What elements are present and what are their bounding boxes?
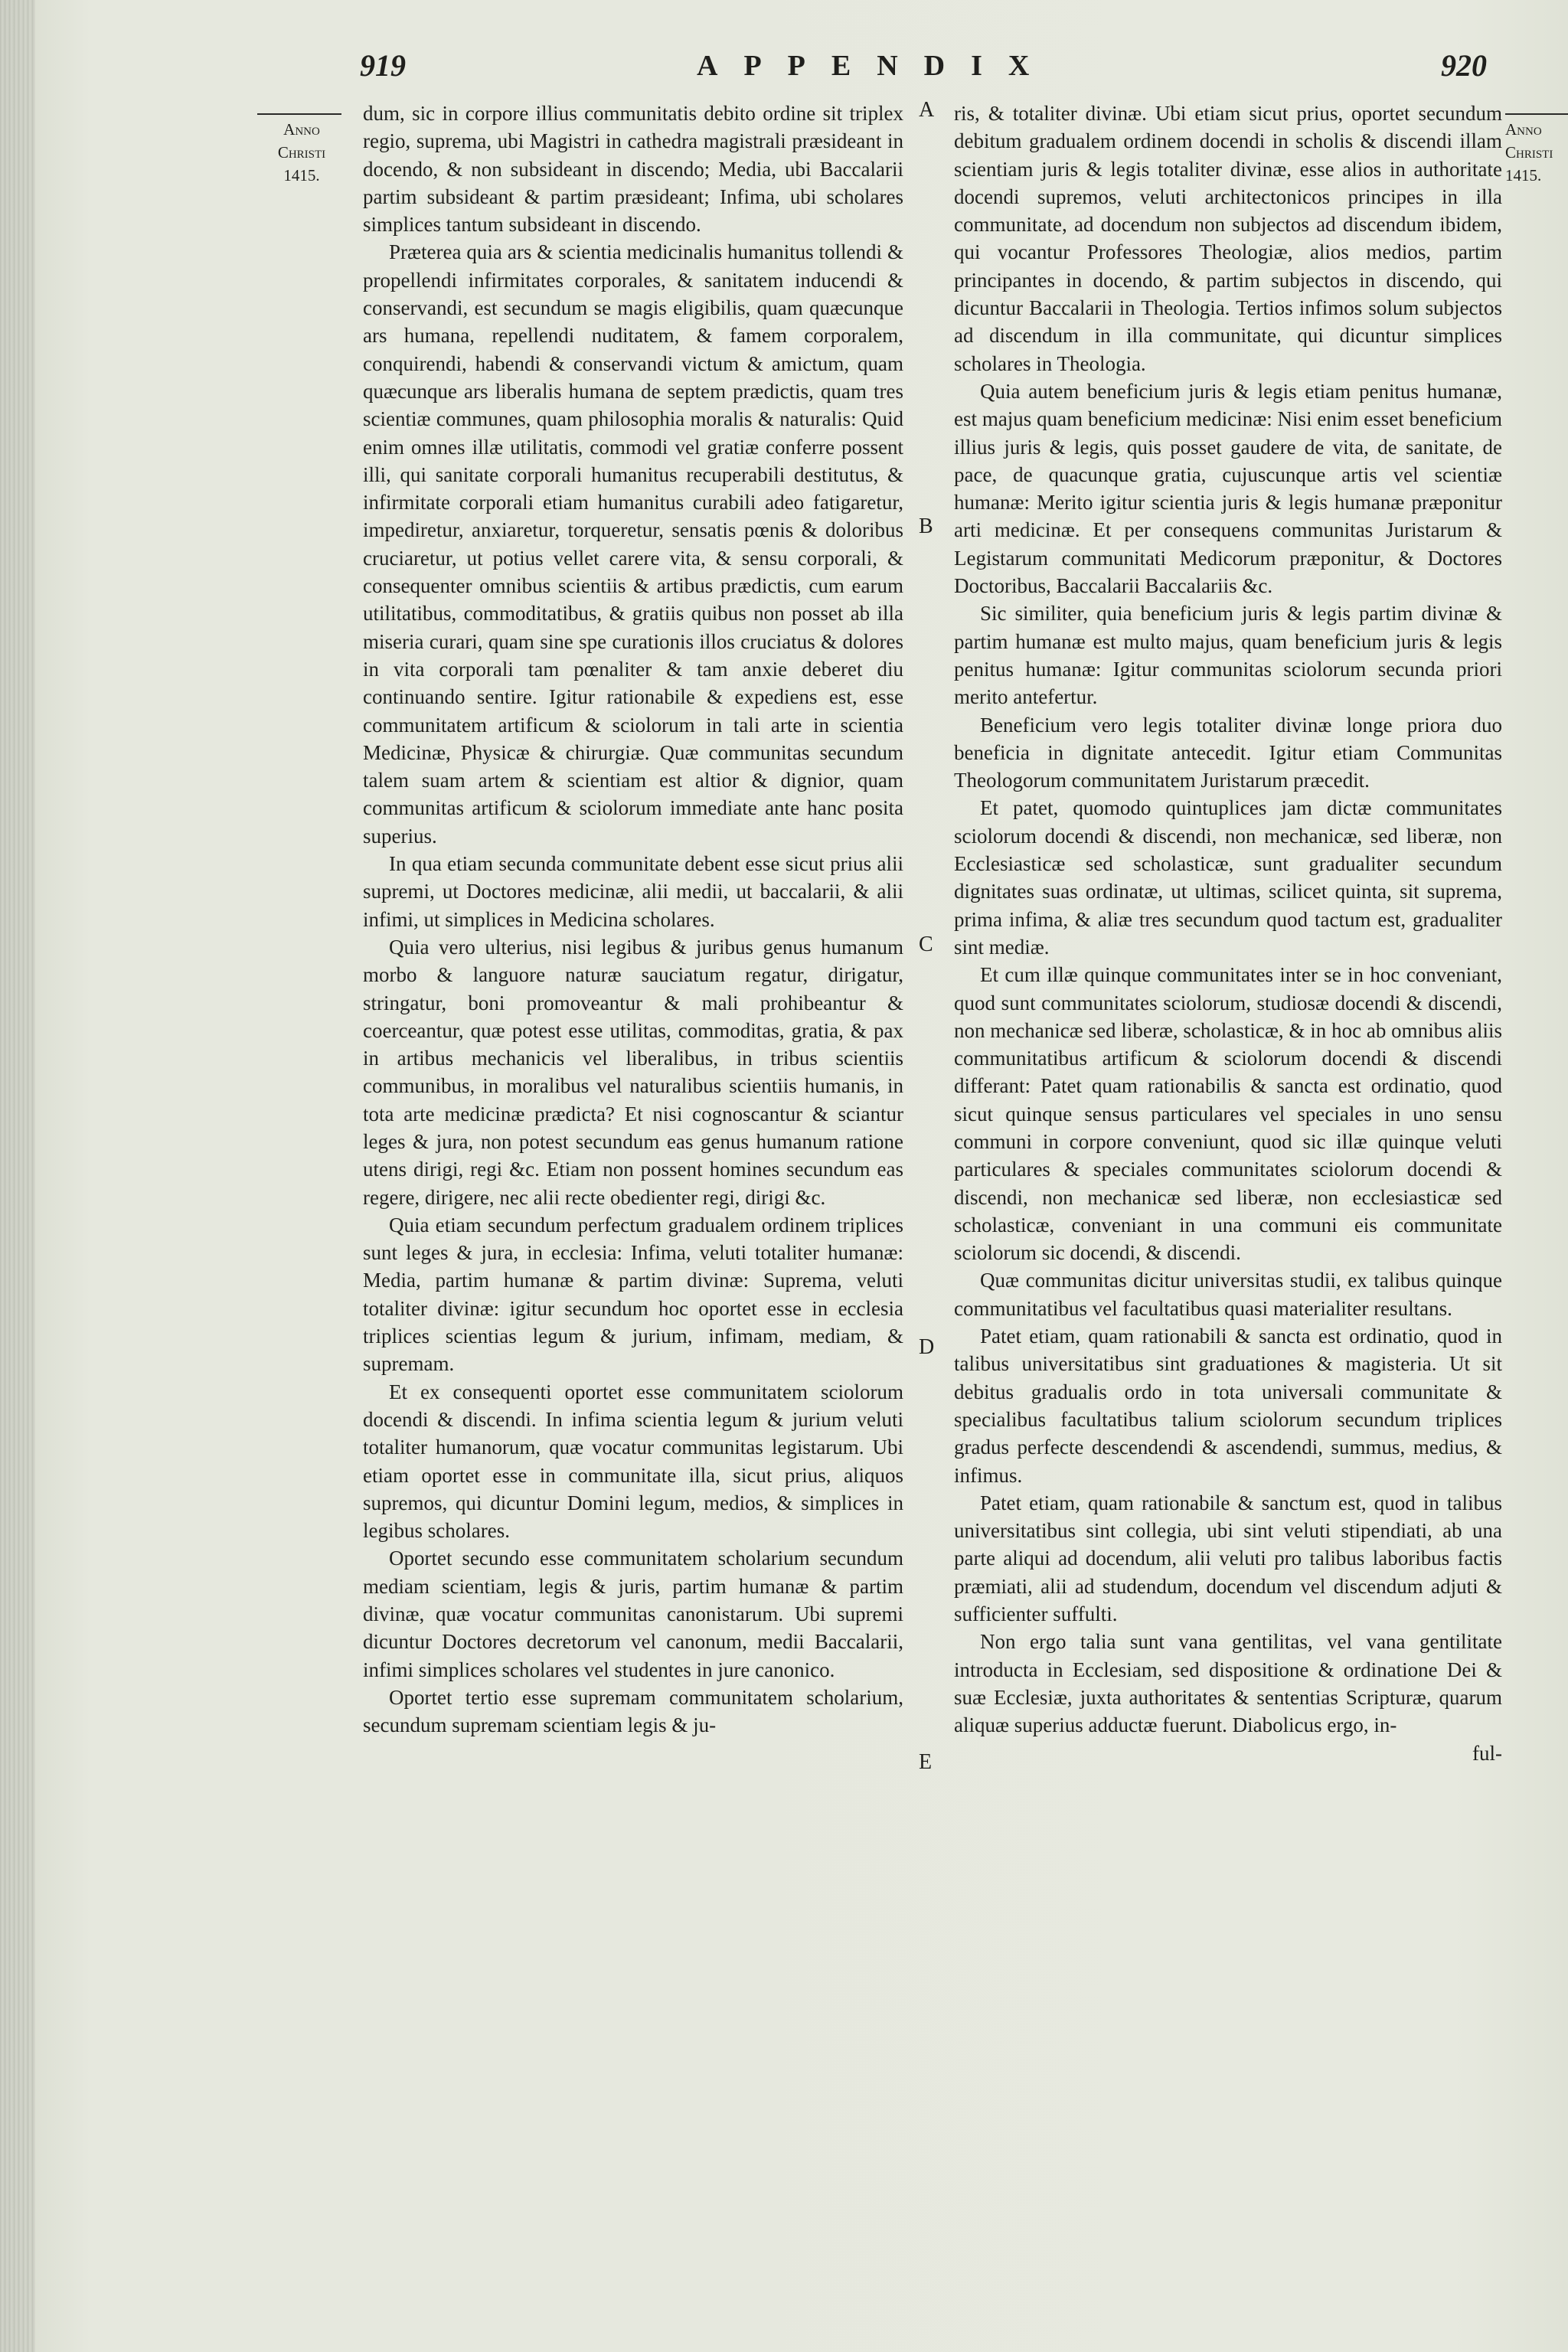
page-binding-edge xyxy=(0,0,35,2352)
section-letter-a: A xyxy=(919,98,935,122)
paragraph: Oportet tertio esse supremam communitatem scholarium, secundum supremam scientiam legis & ju- xyxy=(363,1685,903,1737)
margin-rule xyxy=(257,113,341,115)
margin-note-anno: Anno xyxy=(1505,120,1542,139)
paragraph: Oportet secundo esse communitatem scholarium secundum mediam scientiam, legis & juris, partim humanæ & partim divinæ, quæ vocatur communitas canonistarum. Ubi supremi dicuntur Doctores decretorum vel canonum, medii Baccalarii, infimi simplices scholares vel studentes in jure canonico. xyxy=(363,1547,903,1681)
margin-note-year: 1415. xyxy=(283,166,320,185)
margin-note-anno: Anno xyxy=(283,120,320,139)
page-number-right: 920 xyxy=(1441,48,1487,83)
paragraph: Patet etiam, quam rationabili & sancta est ordinatio, quod in talibus universitatibus sint graduationes & magisteria. Ut sit debitus gradualis ordo in tota universali communitate & specialibus facultatibus talium sciolorum secundum triplices gradus perfecte descendendi & ascendendi, summus, medius, & infimus. xyxy=(954,1325,1502,1487)
page-number-left: 919 xyxy=(360,48,406,83)
margin-note-christi: Christi xyxy=(1505,143,1553,162)
paragraph: Beneficium vero legis totaliter divinæ longe priora duo beneficia in dignitate antecedit. Igitur etiam Communitas Theologorum communitatem Juristarum præcedit. xyxy=(954,713,1502,792)
section-letter-b: B xyxy=(919,514,933,538)
margin-rule xyxy=(1505,113,1568,115)
paragraph: ris, & totaliter divinæ. Ubi etiam sicut prius, oportet secundum debitum gradualem ordinem docendi in scholis & discendi illam scientiam juris & legis totaliter divinæ, esse alios in authoritate docendi supremos, veluti architectonicos principes in illa communitate, ad docendum non subjectos ad discendum ibidem, qui vocantur Professores Theologiæ, alios medios, partim principantes in docendo, & partim subjectos in discendo, qui dicuntur Baccalarii in Theologia. Tertios infimos solum subjectos ad discendum in illa communitate, qui dicuntur simplices scholares in Theologia. xyxy=(954,102,1502,375)
paragraph: Quia vero ulterius, nisi legibus & juribus genus humanum morbo & languore naturæ sauciatum regatur, dirigatur, stringatur, boni promoveantur & mali prohibeantur & coerceantur, quæ potest esse utilitas, commoditas, gratia, & pax in artibus mechanicis vel liberalibus, in tribus scientiis communibus, in moralibus vel naturalibus scientiis humanis, in tota arte medicinæ prædicta? Et nisi cognoscantur & sciantur leges & jura, non potest secundum eas genus humanum ratione utens dirigi, regi &c. Etiam non possent homines secundum eas regere, dirigere, nec alii recte obedienter regi, dirigi &c. xyxy=(363,935,903,1209)
section-letter-d: D xyxy=(919,1335,935,1359)
paragraph: Et patet, quomodo quintuplices jam dictæ communitates sciolorum docendi & discendi, non mechanicæ, sed liberæ, non Ecclesiasticæ sed scholasticæ, sunt gradualiter secundum dignitates suas ordinatæ, ut ultimas, scilicet quinta, sit suprema, prima infima, & aliæ tres secundum quod tactum est, gradualiter sint mediæ. xyxy=(954,796,1502,959)
paragraph: Quia etiam secundum perfectum gradualem ordinem triplices sunt leges & jura, in ecclesia: Infima, veluti totaliter humanæ: Media, partim humanæ & partim divinæ: Suprema, veluti totaliter divinæ: igitur secundum hoc oportet esse in ecclesia triplices scientias legum & jurium, infimam, mediam, & supremam. xyxy=(363,1213,903,1376)
margin-note-christi: Christi xyxy=(277,143,326,162)
paragraph: In qua etiam secunda communitate debent esse sicut prius alii supremi, ut Doctores medicinæ, alii medii, ut baccalarii, & alii infimi, ut simplices in Medicina scholares. xyxy=(363,852,903,931)
margin-note-year-right xyxy=(1505,113,1568,187)
paragraph: Patet etiam, quam rationabile & sanctum est, quod in talibus universitatibus sint collegia, ubi sint veluti stipendiati, ab una parte aliqui ad docendum, alii veluti pro talibus laboribus factis præmiati, alii ad studendum, docendum vel discendum adjuti & sufficienter suffulti. xyxy=(954,1491,1502,1626)
section-letter-c: C xyxy=(919,933,933,956)
section-letter-e: E xyxy=(919,1750,933,1774)
running-title: APPENDIX xyxy=(697,50,1056,82)
paragraph: Quia autem beneficium juris & legis etiam penitus humanæ, est majus quam beneficium medicinæ: Nisi enim esset beneficium illius juris & legis, quis posset gaudere de vita, de sanitate, de pace, de quacunque gratia, cujuscunque artis vel scientiæ humanæ: Merito igitur scientia juris & legis humanæ præponitur arti medicinæ. Et per consequens communitas Juristarum & Legistarum communitati Medicorum præponitur, & Doctores Doctoribus, Baccalarii Baccalariis &c. xyxy=(954,379,1502,598)
paragraph: Præterea quia ars & scientia medicinalis humanitus tollendi & propellendi infirmitates corporales, & sanitatem inducendi & conservandi, est secundum se magis eligibilis, quam quæcunque ars humana, repellendi nuditatem, & famem corporalem, conquirendi, habendi & conservandi victum & amictum, quam quæcunque ars liberalis humana de septem prædictis, quam tres scientiæ communes, quam philosophia moralis & naturalis: Quid enim omnes illæ utilitatis, commodi vel gratiæ conferre possent illi, qui sanitate corporali humanitus recuperabili destitutus, & infirmitate corporali etiam humanitus curabili adeo fatigaretur, impediretur, anxiaretur, torqueretur, sensatis pœnis & doloribus cruciaretur, ut potius vellet carere vita, & sensu corporali, & consequenter omnibus scientiis & artibus prædictis, cum earum utilitatibus, commoditatibus, & gratiis quibus non posset ab illa miseria curari, quam sine spe curationis illos cruciatus & dolores in vita corporali tam pœnaliter & tam anxie deberet diu continuando sentire. Igitur rationabile & expediens est, esse communitatem artificum & sciolorum in tali arte in scientia Medicinæ, Physicæ & chirurgiæ. Quæ communitas secundum talem suam artem & scientiam est altior & dignior, quam communitas artificum & sciolorum immediate ante hanc posita superius. xyxy=(363,240,903,848)
text-column-right xyxy=(954,100,1502,1767)
paragraph: Quæ communitas dicitur universitas studii, ex talibus quinque communitatibus vel facultatibus quasi materialiter resultans. xyxy=(954,1269,1502,1320)
paragraph: Non ergo talia sunt vana gentilitas, vel vana gentilitate introducta in Ecclesiam, sed dispositione & ordinatione Dei & suæ Ecclesiæ, juxta authoritates & sententias Scripturæ, quarum aliquæ superius adductæ fuerunt. Diabolicus ergo, in- xyxy=(954,1630,1502,1737)
margin-note-year: 1415. xyxy=(1505,166,1542,185)
paragraph: Et ex consequenti oportet esse communitatem sciolorum docendi & discendi. In infima scientia legum & jurium veluti totaliter humanorum, quæ vocatur communitas legistarum. Ubi etiam oportet esse in communitate illa, sicut prius, aliquos supremos, qui dicuntur Domini legum, medios, & simplices in legibus scholares. xyxy=(363,1380,903,1543)
paragraph: Et cum illæ quinque communitates inter se in hoc conveniant, quod sunt communitates sciolorum, studiosæ docendi & discendi, non mechanicæ sed liberæ, scholasticæ, & in hoc ab omnibus aliis communitatibus artificum & sciolorum docendi & discendi differant: Patet quam rationabilis & sancta est ordinatio, quod sicut quinque sensus particulares vel speciales in uno sensu communi in corpore conveniunt, quod sic illæ quinque veluti particulares & speciales communitates sciolorum docendi & discendi, non mechanicæ sed liberæ, non ecclesiasticæ sed scholasticæ, conveniant in una communi eis communitate sciolorum sic docendi, & discendi. xyxy=(954,963,1502,1265)
text-column-left xyxy=(363,100,903,1740)
margin-note-year-left xyxy=(257,113,346,187)
paragraph: Sic similiter, quia beneficium juris & legis partim divinæ & partim humanæ est multo majus, quam beneficium juris & legis penitus humanæ: Igitur communitas sciolorum secunda priori merito antefertur. xyxy=(954,602,1502,709)
catchword: ful- xyxy=(1472,1741,1502,1765)
running-header xyxy=(0,47,1568,93)
paragraph: dum, sic in corpore illius communitatis debito ordine sit triplex regio, suprema, ubi Magistri in cathedra magistrali præsideant in docendo, & non subsideant in discendo; Media, ubi Baccalarii partim subsideant & partim præsideant; Infima, ubi scholares simplices tantum subsideant in discendo. xyxy=(363,102,903,237)
